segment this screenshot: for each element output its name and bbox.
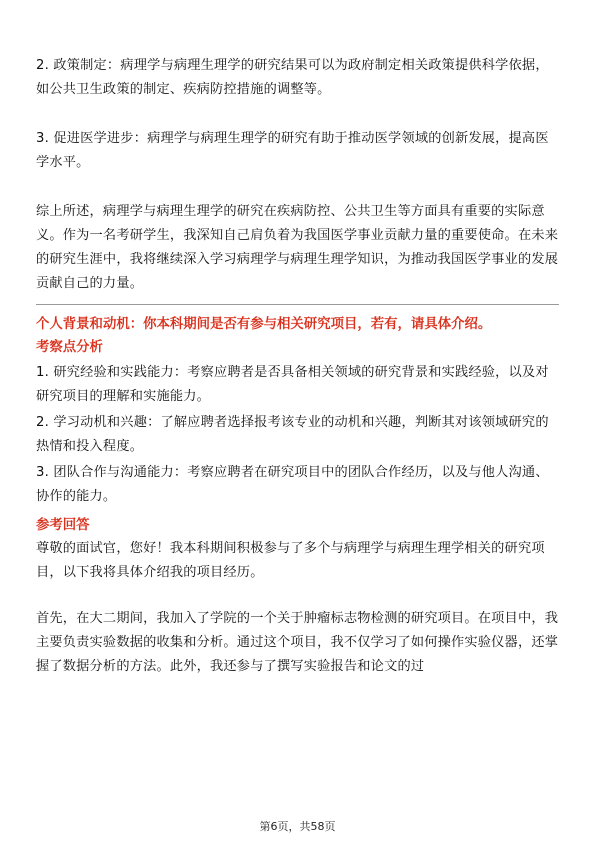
page-number: 第6页，共58页 <box>259 820 336 833</box>
paragraph-progress: 3. 促进医学进步：病理学与病理生理学的研究有助于推动医学领域的创新发展，提高医学水平。 <box>36 131 549 170</box>
answer-paragraph: 首先，在大二期间，我加入了学院的一个关于肿瘤标志物检测的研究项目。在项目中，我主要负责实验数据的收集和分析。通过这个项目，我不仅学习了如何操作实验仪器，还掌握了数据分析的方法。此外，我还参与了撰写实验报告和论文的过 <box>36 611 559 674</box>
answer-heading: 参考回答 <box>36 518 90 533</box>
analysis-item: 3. 团队合作与沟通能力：考察应聘者在研究项目中的团队合作经历，以及与他人沟通、协作的能力。 <box>36 465 549 504</box>
interview-question: 个人背景和动机：你本科期间是否有参与相关研究项目，若有，请具体介绍。 <box>36 317 492 332</box>
analysis-item: 1. 研究经验和实践能力：考察应聘者是否具备相关领域的研究背景和实践经验，以及对研究项目的理解和实施能力。 <box>36 365 549 404</box>
section-divider <box>36 304 559 305</box>
analysis-list <box>36 361 559 509</box>
paragraph-policy: 2. 政策制定：病理学与病理生理学的研究结果可以为政府制定相关政策提供科学依据，如公共卫生政策的制定、疾病防控措施的调整等。 <box>36 58 549 97</box>
paragraph-summary: 综上所述，病理学与病理生理学的研究在疾病防控、公共卫生等方面具有重要的实际意义。作为一名考研学生，我深知自己肩负着为我国医学事业贡献力量的重要使命。在未来的研究生涯中，我将继续深入学习病理学与病理生理学知识，为推动我国医学事业的发展贡献自己的力量。 <box>36 204 559 291</box>
analysis-item: 2. 学习动机和兴趣：了解应聘者选择报考该专业的动机和兴趣，判断其对该领域研究的热情和投入程度。 <box>36 415 549 454</box>
answer-paragraph: 尊敬的面试官，您好！我本科期间积极参与了多个与病理学与病理生理学相关的研究项目，以下我将具体介绍我的项目经历。 <box>36 541 545 580</box>
analysis-heading: 考察点分析 <box>36 340 103 355</box>
document-page <box>36 54 559 679</box>
